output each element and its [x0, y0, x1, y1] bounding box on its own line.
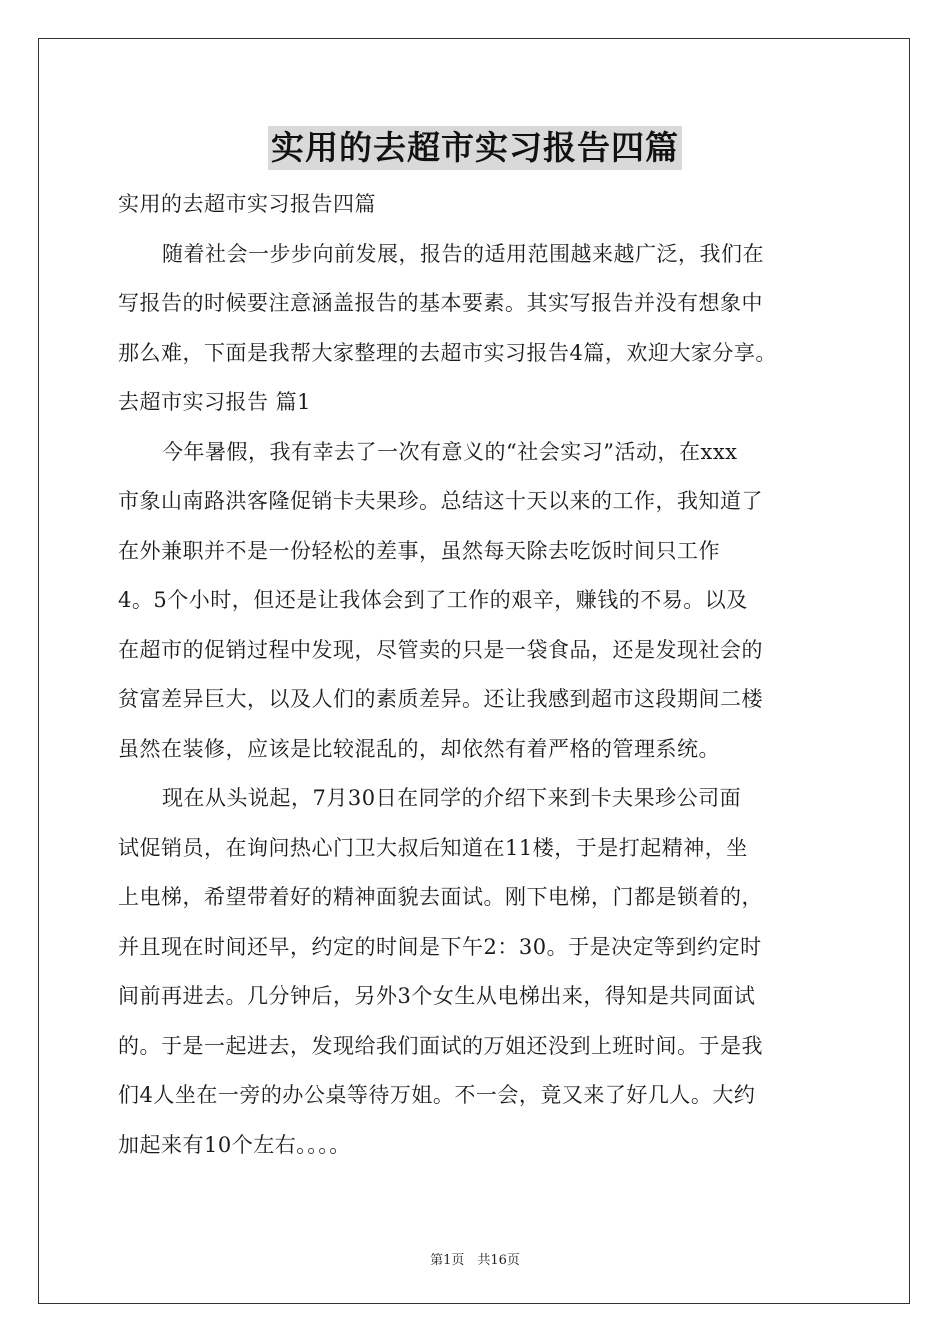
text-line: 并且现在时间还早，约定的时间是下午2：30。于是决定等到约定时 — [118, 934, 762, 959]
text-line: 现在从头说起，7月30日在同学的介绍下来到卡夫果珍公司面 — [162, 786, 742, 810]
text-line: 今年暑假，我有幸去了一次有意义的“社会实习”活动，在xxx — [162, 439, 738, 464]
text-line: 去超市实习报告 篇1 — [118, 390, 312, 414]
text-line: 在超市的促销过程中发现，尽管卖的只是一袋食品，还是发现社会的 — [118, 637, 763, 662]
text-line: 们4人坐在一旁的办公桌等待万姐。不一会，竟又来了好几人。大约 — [118, 1083, 756, 1107]
text-line: 的。于是一起进去，发现给我们面试的万姐还没到上班时间。于是我 — [118, 1033, 763, 1058]
text-line: 试促销员，在询问热心门卫大叔后知道在11楼，于是打起精神，坐 — [118, 835, 748, 860]
text-line: 间前再进去。几分钟后，另外3个女生从电梯出来，得知是共同面试 — [118, 984, 756, 1008]
document-title-container — [0, 126, 950, 170]
text-line: 加起来有10个左右。。。。 — [118, 1132, 351, 1157]
text-line: 上电梯，希望带着好的精神面貌去面试。刚下电梯，门都是锁着的， — [118, 885, 763, 909]
text-line: 在外兼职并不是一份轻松的差事，虽然每天除去吃饭时间只工作 — [118, 538, 720, 563]
document-title: 实用的去超市实习报告四篇 — [268, 126, 682, 170]
text-line: 贫富差异巨大，以及人们的素质差异。还让我感到超市这段期间二楼 — [118, 687, 763, 711]
page-footer: 第1页 共16页 — [430, 1253, 520, 1268]
text-line: 虽然在装修，应该是比较混乱的，却依然有着严格的管理系统。 — [118, 736, 720, 761]
text-line: 实用的去超市实习报告四篇 — [118, 192, 376, 216]
text-line: 随着社会一步步向前发展，报告的适用范围越来越广泛，我们在 — [162, 241, 764, 266]
document-body — [118, 180, 842, 1170]
text-line: 那么难，下面是我帮大家整理的去超市实习报告4篇，欢迎大家分享。 — [118, 340, 777, 365]
text-line: 4。5个小时，但还是让我体会到了工作的艰辛，赚钱的不易。以及 — [118, 588, 748, 612]
text-line: 市象山南路洪客隆促销卡夫果珍。总结这十天以来的工作，我知道了 — [118, 489, 763, 513]
text-line: 写报告的时候要注意涵盖报告的基本要素。其实写报告并没有想象中 — [118, 291, 763, 315]
